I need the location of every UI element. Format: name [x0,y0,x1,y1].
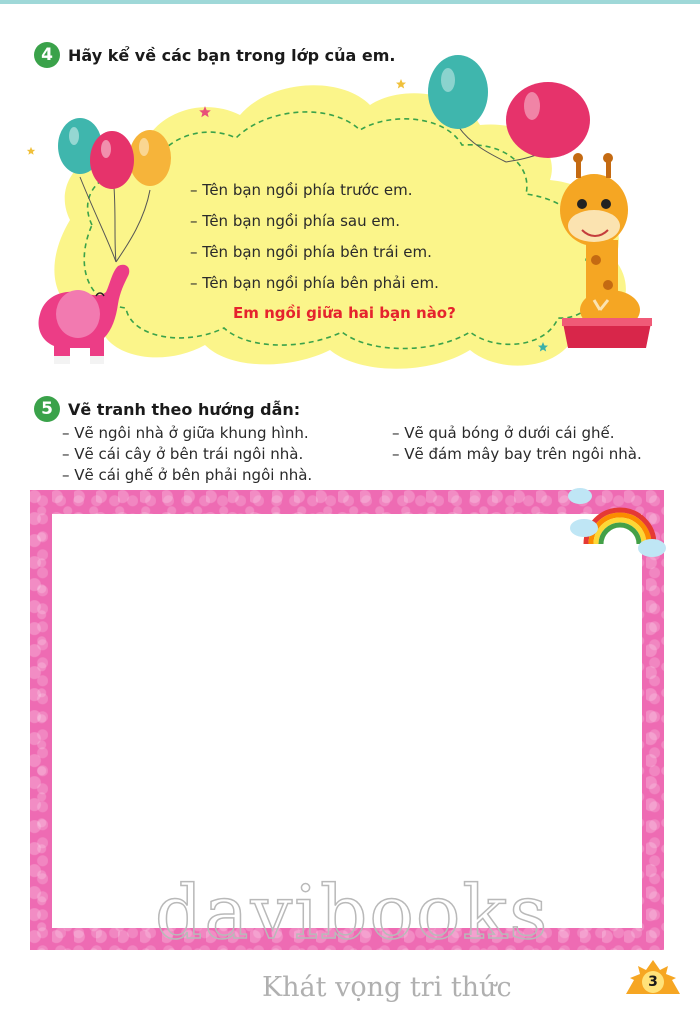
cloud-question: Em ngồi giữa hai bạn nào? [233,304,456,322]
page-number-badge [624,958,682,998]
instruction-item: – Vẽ cái ghế ở bên phải ngôi nhà. [62,466,313,484]
cloud-item: – Tên bạn ngồi phía bên phải em. [190,274,439,292]
instruction-item: – Vẽ quả bóng ở dưới cái ghế. [392,424,615,442]
rainbow-icon [568,482,668,562]
cloud-item: – Tên bạn ngồi phía sau em. [190,212,400,230]
instruction-item: – Vẽ ngôi nhà ở giữa khung hình. [62,424,309,442]
watermark-tagline: Khát vọng tri thức [262,972,512,1003]
giraffe-illustration [548,150,663,355]
section-5-number-badge: 5 [34,396,60,422]
watermark-brand: davibooks [155,870,550,956]
section-4-number-badge: 4 [34,42,60,68]
cloud-item: – Tên bạn ngồi phía bên trái em. [190,243,432,261]
elephant-illustration [30,256,140,371]
star-icon [26,146,36,156]
page-number: 3 [648,974,658,990]
star-icon [395,78,407,90]
instruction-item: – Vẽ đám mây bay trên ngôi nhà. [392,445,642,463]
balloons-left-illustration [54,112,184,272]
drawing-area[interactable] [52,514,642,928]
section-5-title: Vẽ tranh theo hướng dẫn: [68,400,301,419]
cloud-item: – Tên bạn ngồi phía trước em. [190,181,413,199]
instruction-item: – Vẽ cái cây ở bên trái ngôi nhà. [62,445,304,463]
star-icon [198,105,212,119]
top-border-line [0,0,700,4]
section-4-title: Hãy kể về các bạn trong lớp của em. [68,46,396,65]
